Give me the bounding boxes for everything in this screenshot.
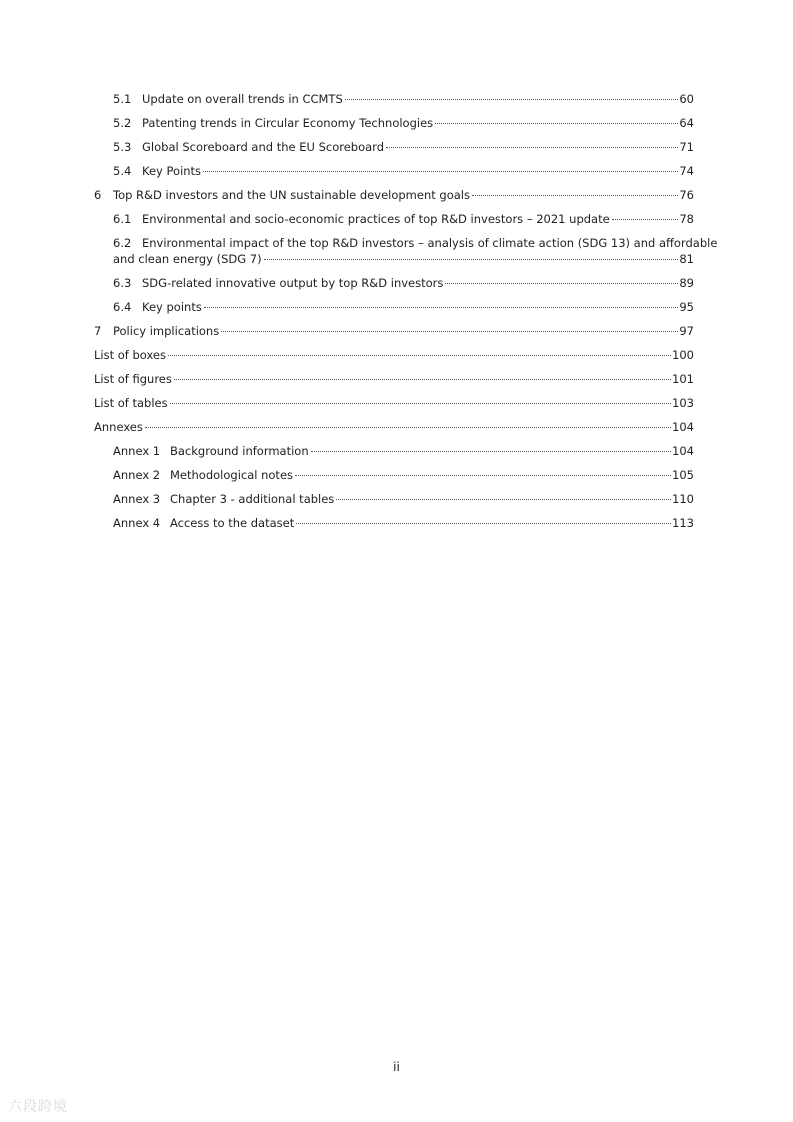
toc-page: 101 (672, 372, 694, 386)
watermark-logo: 六段跨境 (8, 1099, 68, 1115)
toc-entry-list-of-figures[interactable] (94, 372, 694, 387)
toc-number: 5.1 (113, 92, 132, 106)
toc-entry-list-of-boxes[interactable] (94, 348, 694, 363)
leader-dots (145, 427, 671, 428)
toc-entry-5-2[interactable] (94, 116, 694, 131)
page-number: ii (393, 1060, 400, 1074)
toc-number: Annex 1 (113, 444, 161, 458)
toc-number: 5.2 (113, 116, 132, 130)
toc-number: 5.3 (113, 140, 132, 154)
toc-title: Background information (170, 444, 309, 458)
leader-dots (345, 99, 679, 100)
toc-title: Top R&D investors and the UN sustainable development goals (113, 188, 470, 202)
toc-title: List of boxes (94, 348, 166, 362)
toc-entry-list-of-tables[interactable] (94, 396, 694, 411)
leader-dots (170, 403, 671, 404)
toc-page: 95 (679, 300, 694, 314)
toc-title: List of tables (94, 396, 168, 410)
leader-dots (168, 355, 671, 356)
toc-title: Environmental and socio-economic practices of top R&D investors – 2021 update (142, 212, 610, 226)
toc-number: Annex 4 (113, 516, 161, 530)
leader-dots (386, 147, 678, 148)
toc-page: 105 (672, 468, 694, 482)
leader-dots (472, 195, 678, 196)
toc-entry-5-4[interactable] (94, 164, 694, 179)
toc-page: 103 (672, 396, 694, 410)
toc-title: Policy implications (113, 324, 220, 338)
toc-title: Chapter 3 - additional tables (170, 492, 335, 506)
leader-dots (445, 283, 678, 284)
toc-page: 74 (679, 164, 694, 178)
toc-entry-annexes[interactable] (94, 420, 694, 435)
toc-page: 97 (679, 324, 694, 338)
toc-title: Update on overall trends in CCMTS (142, 92, 343, 106)
toc-number: 6.4 (113, 300, 132, 314)
toc-title: Environmental impact of the top R&D investors – analysis of climate action (SDG 13) and affordable (142, 236, 718, 250)
toc-page: 113 (672, 516, 694, 530)
toc-page: 81 (679, 252, 694, 266)
leader-dots (204, 307, 679, 308)
toc-page: 100 (672, 348, 694, 362)
toc-page: 78 (679, 212, 694, 226)
toc-number: 6.3 (113, 276, 132, 290)
toc-number: Annex 3 (113, 492, 161, 506)
toc-page: 104 (672, 444, 694, 458)
table-of-contents (94, 92, 718, 531)
leader-dots (264, 259, 679, 260)
leader-dots (221, 331, 678, 332)
toc-title: Methodological notes (170, 468, 294, 482)
toc-title: Key Points (142, 164, 202, 178)
toc-title: Global Scoreboard and the EU Scoreboard (142, 140, 384, 154)
toc-entry-5-1[interactable] (94, 92, 694, 107)
toc-entry-annex-1[interactable] (94, 444, 694, 459)
toc-title: List of figures (94, 372, 172, 386)
toc-entry-6-4[interactable] (94, 300, 694, 315)
toc-title: Annexes (94, 420, 143, 434)
toc-entry-7[interactable] (94, 324, 694, 339)
toc-number: 6.1 (113, 212, 132, 226)
toc-page: 104 (672, 420, 694, 434)
toc-entry-annex-4[interactable] (94, 516, 694, 531)
toc-number: 6 (94, 188, 102, 202)
toc-page: 76 (679, 188, 694, 202)
toc-entry-annex-2[interactable] (94, 468, 694, 483)
toc-title: SDG-related innovative output by top R&D investors (142, 276, 444, 290)
leader-dots (203, 171, 678, 172)
toc-number: 7 (94, 324, 102, 338)
toc-number: Annex 2 (113, 468, 161, 482)
toc-entry-6-1[interactable] (94, 212, 694, 227)
leader-dots (296, 523, 671, 524)
leader-dots (612, 219, 679, 220)
toc-page: 64 (679, 116, 694, 130)
toc-page: 60 (679, 92, 694, 106)
toc-page: 71 (679, 140, 694, 154)
toc-title: Patenting trends in Circular Economy Technologies (142, 116, 434, 130)
toc-number: 5.4 (113, 164, 132, 178)
leader-dots (311, 451, 671, 452)
toc-title-continued: and clean energy (SDG 7) (113, 252, 262, 266)
leader-dots (174, 379, 671, 380)
toc-entry-6-3[interactable] (94, 276, 694, 291)
toc-title: Access to the dataset (170, 516, 295, 530)
toc-entry-5-3[interactable] (94, 140, 694, 155)
toc-entry-annex-3[interactable] (94, 492, 694, 507)
leader-dots (295, 475, 671, 476)
toc-number: 6.2 (113, 236, 132, 250)
leader-dots (435, 123, 678, 124)
toc-entry-6[interactable] (94, 188, 694, 203)
leader-dots (336, 499, 671, 500)
toc-page: 89 (679, 276, 694, 290)
toc-title: Key points (142, 300, 202, 314)
toc-page: 110 (672, 492, 694, 506)
toc-entry-6-2[interactable] (94, 236, 718, 267)
